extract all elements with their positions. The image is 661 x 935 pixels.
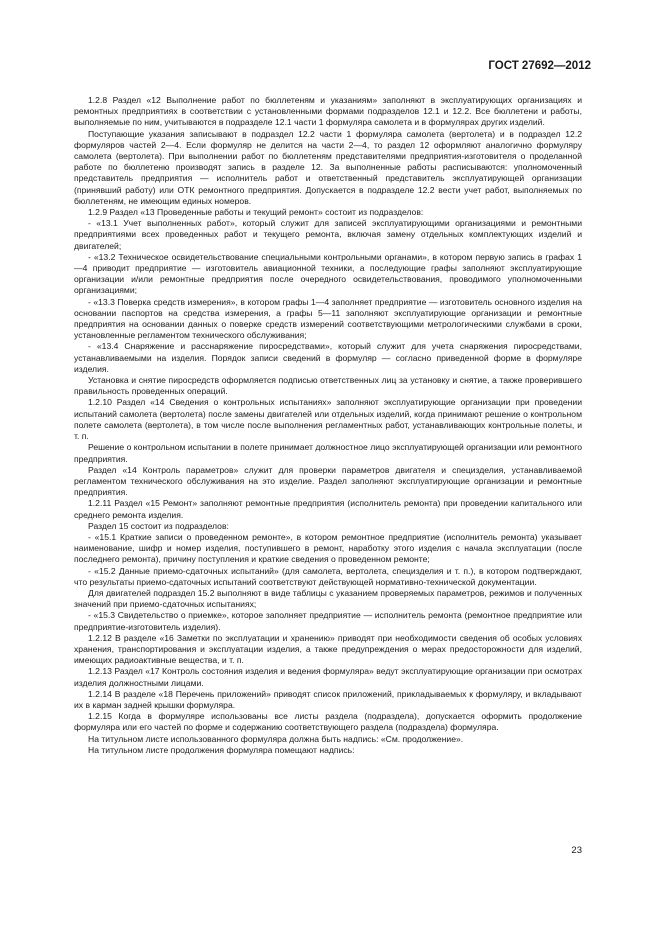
paragraph: Раздел «14 Контроль параметров» служит для проверки параметров двигателя и специзделия, устанавливаемой регламентом технического обслуживания на это изделие. Раздел заполняют эксплуатирующие организации и ремонтные предприятия. [74, 464, 582, 498]
paragraph: 1.2.8 Раздел «12 Выполнение работ по бюллетеням и указаниям» заполняют в эксплуатирующих организациях и ремонтных предприятиях в соответствии с установленными формами подразделов 12.1 и 12.2. Все бюллетени и работы, выполняемые по ним, учитываются в подразделе 12.1 части 1 формуляра самолета и в формулярах других изделий. [74, 95, 582, 128]
paragraph: 1.2.9 Раздел «13 Проведенные работы и текущий ремонт» состоит из подразделов: [88, 207, 424, 218]
paragraph: - «13.1 Учет выполненных работ», который служит для записей эксплуатирующими организациями и ремонтными предприятиями всех проведенных работ и текущего ремонта, включая замену отдельных комплектующих изделий и двигателей; [74, 218, 582, 251]
paragraph: 1.2.14 В разделе «18 Перечень приложений» приводят список приложений, прикладываемых к формуляру, и вкладывают их в карман задней крышки формуляра. [74, 688, 582, 710]
document-body [74, 95, 582, 756]
paragraph: 1.2.11 Раздел «15 Ремонт» заполняют ремонтные предприятия (исполнитель ремонта) при проведении капитального или среднего ремонта изделия. [74, 498, 582, 520]
paragraph: На титульном листе использованного формуляра должна быть надпись: «См. продолжение». [88, 733, 464, 744]
paragraph: - «15.1 Краткие записи о проведенном ремонте», в котором ремонтное предприятие (исполнитель ремонта) указывает наименование, шифр и номер изделия, поступившего в ремонт, наработку этого изделия с начала эксплуатации (после последнего ремонта), причину поступления и краткие сведения о проведенном ремонте; [74, 531, 582, 565]
paragraph: 1.2.15 Когда в формуляре использованы все листы раздела (подраздела), допускается оформить продолжение формуляра или его частей по форме и содержанию соответствующего раздела (подраздела) формуляра. [74, 711, 582, 733]
paragraph: Для двигателей подраздел 15.2 выполняют в виде таблицы с указанием проверяемых параметров, режимов и полученных значений при приемо-сдаточных испытаниях; [74, 587, 582, 610]
paragraph: 1.2.13 Раздел «17 Контроль состояния изделия и ведения формуляра» ведут эксплуатирующие организации при осмотрах изделия должностными лицами. [74, 666, 582, 688]
paragraph: 1.2.12 В разделе «16 Заметки по эксплуатации и хранению» приводят при необходимости сведения об особых условиях хранения, транспортирования и эксплуатации изделия, а также предупреждения о мерах предосторожности для изделий, имеющих радиоактивные вещества, и т. п. [74, 632, 582, 666]
paragraph: - «13.3 Поверка средств измерения», в котором графы 1—4 заполняет предприятие — изготовитель основного изделия на основании паспортов на средства измерения, а графы 5—11 заполняют эксплуатирующие организации и ремонтные предприятия на основании данных о поверке средств измерений соответствующими метрологическими службами в сроки, установленные регламентом технического обслуживания; [74, 296, 582, 341]
paragraph: - «15.3 Свидетельство о приемке», которое заполняет предприятие — исполнитель ремонта (ремонтное предприятие или предприятие-изготовитель изделия). [74, 610, 582, 632]
page-number: 23 [571, 845, 582, 856]
paragraph: На титульном листе продолжения формуляра помещают надпись: [88, 744, 355, 755]
paragraph: - «13.4 Снаряжение и расснаряжение пиросредствами», который служит для учета снаряжения пиросредствами, устанавливаемыми на изделия. Порядок записи сведений в формуляр — согласно приведенной форме в формуляре изделия. [74, 341, 582, 374]
document-header: ГОСТ 27692—2012 [488, 60, 591, 72]
paragraph: 1.2.10 Раздел «14 Сведения о контрольных испытаниях» заполняют эксплуатирующие организации при проведении испытаний самолета (вертолета) после замены двигателей или отдельных изделий, когда принимают решение о контрольном полете самолета (вертолета), в том числе после выполнения регламентных работ, устанавливающих контрольные полеты, и т. п. [74, 397, 582, 442]
paragraph: Решение о контрольном испытании в полете принимает должностное лицо эксплуатирующей организации или ремонтного предприятия. [74, 442, 582, 464]
paragraph: Раздел 15 состоит из подразделов: [88, 520, 229, 531]
paragraph: - «15.2 Данные приемо-сдаточных испытаний» (для самолета, вертолета, специзделия и т. п.), в котором подтверждают, что результаты приемо-сдаточных испытаний соответствуют действующей нормативно-технической документации. [74, 565, 582, 587]
paragraph: - «13.2 Техническое освидетельствование специальными контрольными органами», в котором первую запись в графах 1—4 приводит предприятие — изготовитель авиационной техники, а последующие графы заполняют эксплуатирующие организации и/или ремонтные предприятия после очередного освидетельствования, проводимого уполномоченными организациями; [74, 251, 582, 296]
paragraph: Поступающие указания записывают в подраздел 12.2 части 1 формуляра самолета (вертолета) и в подраздел 12.2 формуляров частей 2—4. Если формуляр не делится на части 2—4, то раздел 12 оформляют аналогично формуляру самолета (вертолета). При выполнении работ по бюллетеням представителями предприятия-изготовителя о проделанной работе по бюллетеню производят запись в разделе 12. За выполненные работы расписываются: уполномоченный представитель предприятия — исполнитель работ и ответственный представитель эксплуатирующей организации (принявший работу) или ОТК ремонтного предприятия. Допускается в подразделе 12.2 вести учет работ, выполняемых по бюллетеням, не имеющим единых номеров. [74, 128, 582, 206]
paragraph: Установка и снятие пиросредств оформляется подписью ответственных лиц за установку и снятие, а также проверившего правильность проведенных операций. [74, 375, 582, 397]
